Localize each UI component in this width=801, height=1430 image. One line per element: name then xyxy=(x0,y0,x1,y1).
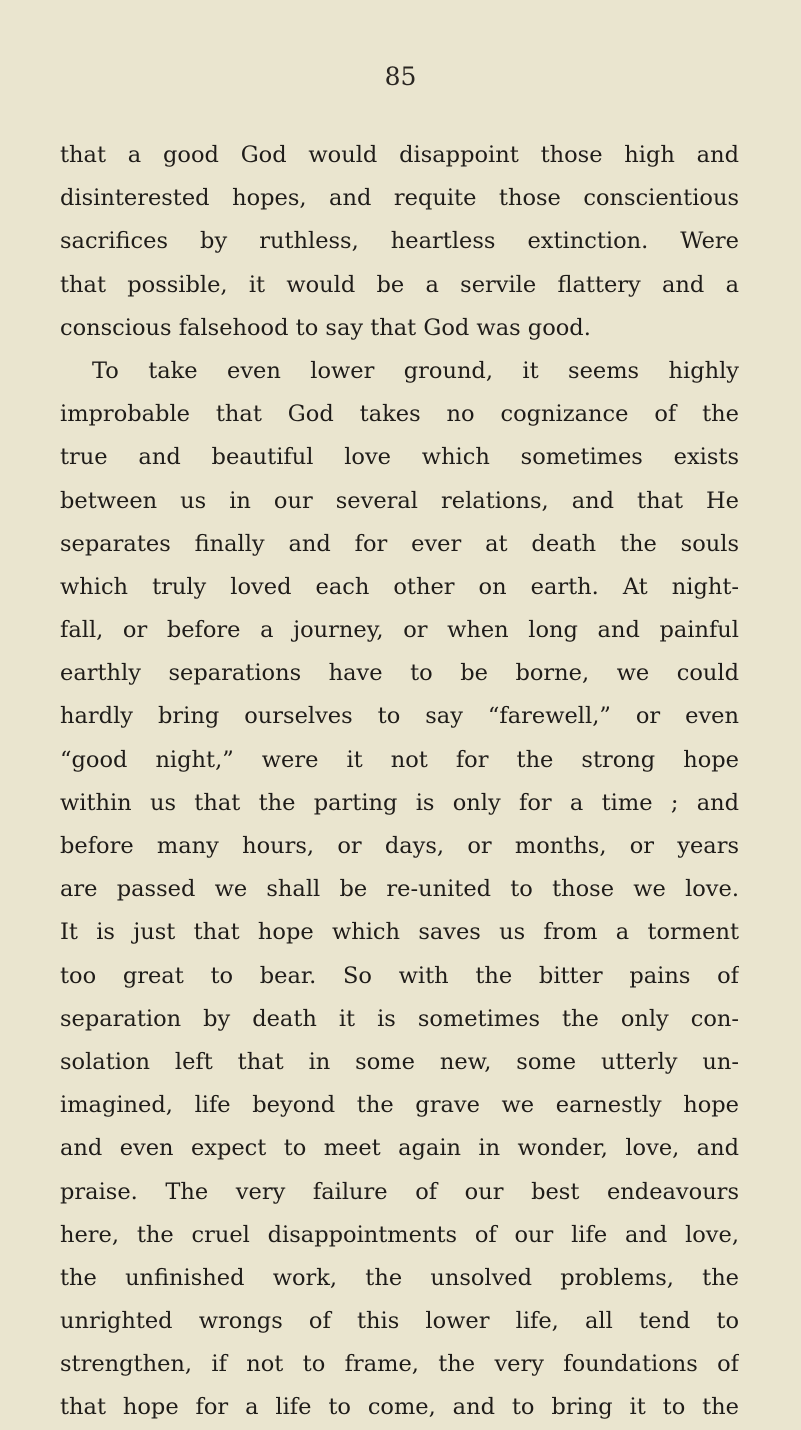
text-line: sacrifices by ruthless, heartless extinction. Were xyxy=(60,228,739,255)
text-line: the unfinished work, the unsolved problems, the xyxy=(60,1264,739,1291)
text-line: To take even lower ground, it seems highly xyxy=(92,357,739,384)
text-line: earthly separations have to be borne, we could xyxy=(60,660,739,687)
text-line: and even expect to meet again in wonder, love, and xyxy=(60,1135,739,1162)
text-line: between us in our several relations, and that He xyxy=(60,487,739,514)
text-line: that a good God would disappoint those high and xyxy=(60,142,739,168)
text-line: within us that the parting is only for a time ; and xyxy=(60,789,739,816)
body-text xyxy=(60,134,739,1430)
text-line: before many hours, or days, or months, or years xyxy=(60,833,739,859)
text-line: It is just that hope which saves us from a torment xyxy=(60,919,739,946)
text-line: are passed we shall be re-united to those we love. xyxy=(60,876,739,903)
text-line: solation left that in some new, some utterly un- xyxy=(60,1048,739,1075)
text-line: imagined, life beyond the grave we earnestly hope xyxy=(60,1092,739,1119)
text-line: disinterested hopes, and requite those conscientious xyxy=(60,185,739,212)
text-line: that hope for a life to come, and to bring it to the xyxy=(60,1394,739,1421)
text-line: here, the cruel disappointments of our life and love, xyxy=(60,1221,739,1248)
text-line: that possible, it would be a servile flattery and a xyxy=(60,271,739,298)
text-line: too great to bear. So with the bitter pains of xyxy=(60,962,739,989)
text-line: true and beautiful love which sometimes exists xyxy=(60,444,739,471)
text-line: hardly bring ourselves to say “farewell,” or even xyxy=(60,703,739,730)
text-line: strengthen, if not to frame, the very foundations of xyxy=(60,1351,739,1378)
text-line: separates finally and for ever at death the souls xyxy=(60,530,739,557)
text-line: “good night,” were it not for the strong hope xyxy=(60,746,739,773)
text-line: conscious falsehood to say that God was good. xyxy=(60,314,591,341)
text-line: unrighted wrongs of this lower life, all tend to xyxy=(60,1308,739,1335)
text-line: fall, or before a journey, or when long and painful xyxy=(60,617,739,644)
page-number: 85 xyxy=(384,62,417,91)
text-line: improbable that God takes no cognizance of the xyxy=(60,401,739,428)
text-line: which truly loved each other on earth. At night- xyxy=(60,573,739,600)
text-line: praise. The very failure of our best endeavours xyxy=(60,1178,739,1205)
text-line: separation by death it is sometimes the only con- xyxy=(60,1005,739,1032)
